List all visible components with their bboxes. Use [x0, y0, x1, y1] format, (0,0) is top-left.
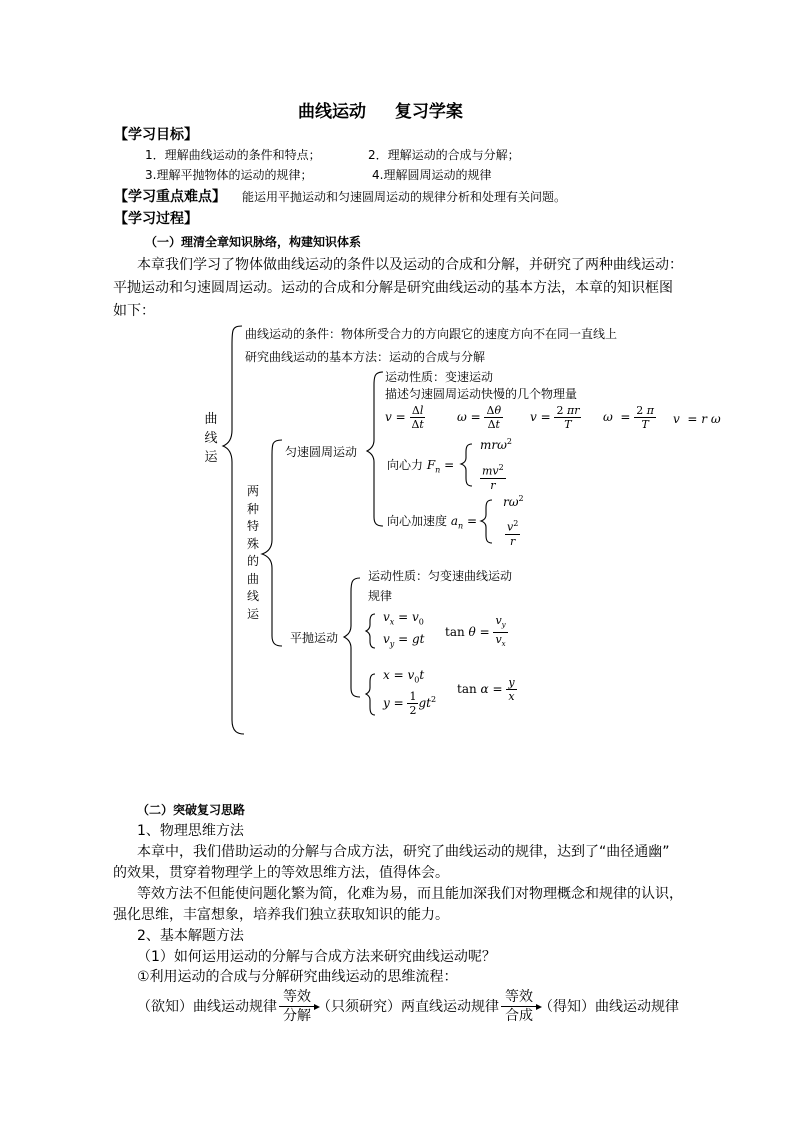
formula-x-v0t: $x = v_0t$ — [383, 668, 425, 685]
circular-nature: 运动性质：变速运动 — [385, 370, 494, 384]
accel-label-text: 向心加速度 — [387, 514, 448, 528]
formula-tan-alpha: tan α = $\frac{y}{x}$ — [457, 676, 515, 703]
flow-part2: （只须研究）两直线运动规律 — [317, 998, 499, 1015]
page-title: 曲线运动 复习学案 — [298, 102, 463, 122]
section2-item1: 1、物理思维方法 — [137, 823, 244, 839]
para1-line3: 如下： — [113, 303, 155, 319]
thinking-flow — [137, 988, 679, 1025]
objective-4: 4.理解圆周运动的规律 — [372, 168, 492, 182]
diagram-condition: 曲线运动的条件：物体所受合力的方向跟它的速度方向不在同一直线上 — [245, 327, 618, 341]
para1-line2: 平抛运动和匀速圆周运动。运动的合成和分解是研究曲线运动的基本方法，本章的知识框图 — [113, 280, 673, 296]
flow-arrow2-bottom: 合成 — [505, 1008, 533, 1024]
section2-p1-line2: 的效果，贯穿着物理学上的等效思维方法，值得体会。 — [113, 865, 449, 881]
section2-heading: （二）突破复习思路 — [137, 803, 246, 817]
flow-arrow-decompose — [279, 988, 315, 1025]
formula-omega-2pi-T: ω = $\frac{2 \pi}{T}$ — [603, 404, 655, 431]
flow-arrow2-top: 等效 — [501, 988, 537, 1007]
section2-q1: （1）如何运用运动的分解与合成方法来研究曲线运动呢？ — [137, 949, 496, 965]
section2-p1-line1: 本章中，我们借助运动的分解与合成方法，研究了曲线运动的规律，达到了“曲径通幽” — [137, 844, 670, 860]
flow-arrow1-bottom: 分解 — [283, 1008, 311, 1024]
objective-2: 2．理解运动的合成与分解； — [368, 148, 520, 162]
objective-1: 1．理解曲线运动的条件和特点； — [145, 148, 321, 162]
section2-p2-line2: 强化思维，丰富想象，培养我们独立获取知识的能力。 — [113, 907, 449, 923]
force-mr-omega2: mrω$^2$ — [480, 437, 512, 452]
projectile-nature: 运动性质：匀变速曲线运动 — [368, 569, 513, 583]
force-mv2-r: $\frac{mv^2}{r}$ — [482, 463, 504, 492]
circular-label: 匀速圆周运动 — [285, 445, 358, 459]
section1-heading: （一）理清全章知识脉络，构建知识体系 — [145, 235, 362, 249]
formula-omega-dtheta-dt: ω = $\frac{\Delta\theta}{\Delta t}$ — [457, 404, 502, 431]
projectile-law: 规律 — [368, 589, 393, 603]
accel-r-omega2: $r\omega^2$ — [503, 494, 524, 509]
projectile-label: 平抛运动 — [290, 631, 339, 645]
flow-arrow1-top: 等效 — [279, 988, 315, 1007]
objectives-heading: 【学习目标】 — [114, 127, 198, 143]
diagram-root: 曲线运 — [204, 412, 218, 465]
formula-v-dl-dt: v = $\frac{\Delta l}{\Delta t}$ — [385, 404, 424, 431]
formula-y-half-gt2: y = $\frac{1}{2}$ $gt^2$ — [383, 690, 437, 717]
diagram-two-kinds: 两种特殊的曲线运 — [246, 484, 259, 621]
objective-3: 3.理解平抛物体的运动的规律； — [145, 168, 313, 182]
section2-item2: 2、基本解题方法 — [137, 928, 244, 944]
keypoints-text: 能运用平抛运动和匀速圆周运动的规律分析和处理有关问题。 — [242, 190, 567, 204]
flow-part3: （得知）曲线运动规律 — [539, 998, 679, 1015]
formula-v-r-omega: v = r ω — [673, 412, 721, 426]
force-label-text: 向心力 — [387, 458, 424, 472]
circular-describe: 描述匀速圆周运动快慢的几个物理量 — [385, 387, 578, 401]
section2-flow-heading: ①利用运动的合成与分解研究曲线运动的思维流程： — [137, 969, 458, 985]
diagram-method: 研究曲线运动的基本方法：运动的合成与分解 — [245, 350, 486, 364]
section2-p2-line1: 等效方法不但能使问题化繁为简，化难为易，而且能加深我们对物理概念和规律的认识， — [137, 886, 683, 902]
flow-part1: （欲知）曲线运动规律 — [137, 998, 277, 1015]
formula-vx-v0: $v_x = v_0$ — [383, 610, 424, 627]
accel-label: 向心加速度 $a_n$ = — [387, 514, 478, 531]
flow-arrow-compose — [501, 988, 537, 1025]
formula-tan-theta: tan θ = $\frac{v_y}{v_x}$ — [445, 614, 506, 649]
para1-line1: 本章我们学习了物体做曲线运动的条件以及运动的合成和分解，并研究了两种曲线运动： — [137, 257, 683, 273]
process-heading: 【学习过程】 — [114, 211, 198, 227]
accel-v2-r: $\frac{v^2}{r}$ — [507, 519, 519, 548]
force-label: 向心力 $F_n$ = — [387, 458, 455, 475]
formula-v-2pir-T: v = $\frac{2 \pi r}{T}$ — [530, 404, 580, 431]
keypoints-heading: 【学习重点难点】 — [114, 189, 226, 205]
formula-vy-gt: $v_y$ = gt — [383, 632, 425, 649]
